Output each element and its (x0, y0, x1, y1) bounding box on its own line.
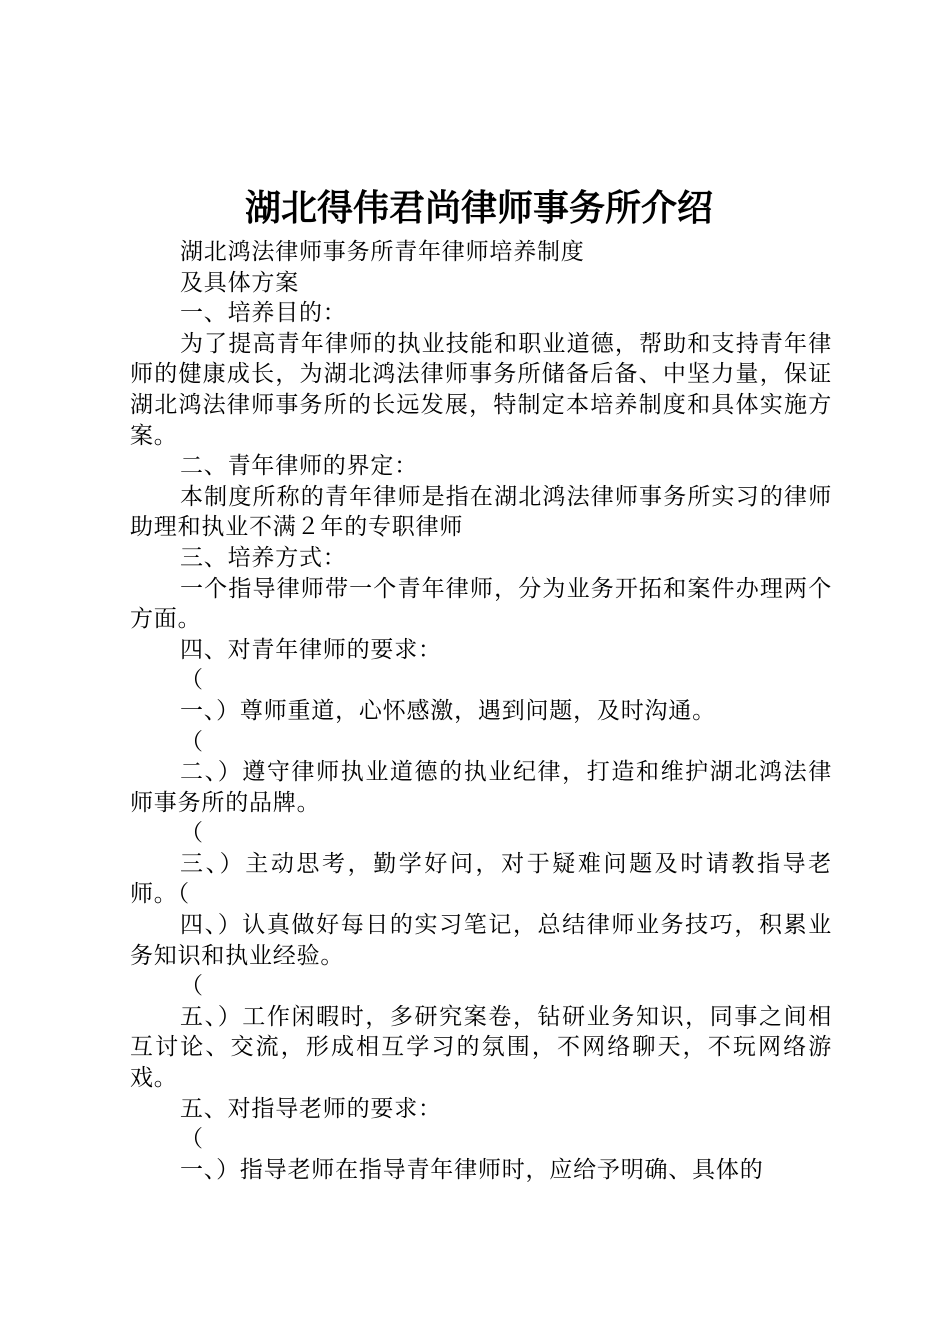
paragraph: 湖北鸿法律师事务所青年律师培养制度 (180, 239, 585, 265)
paragraph: 及具体方案 (180, 269, 299, 296)
paragraph: （ (180, 973, 204, 1000)
paragraph: 一、）尊师重道，心怀感激，遇到问题，及时沟通。 (180, 697, 716, 724)
paragraph: 五、）工作闲暇时，多研究案卷，钻研业务知识，同事之间相互讨论、交流，形成相互学习的氛围，不网络聊天，不玩网络游戏。 (130, 1003, 832, 1092)
paragraph: 四、）认真做好每日的实习笔记，总结律师业务技巧，积累业务知识和执业经验。 (130, 912, 832, 969)
paragraph: 三、）主动思考，勤学好问，对于疑难问题及时请教指导老师。（ (130, 850, 832, 908)
paragraph: （ (180, 1126, 204, 1153)
paragraph: 本制度所称的青年律师是指在湖北鸿法律师事务所实习的律师助理和执业不满２年的专职律师 (130, 483, 832, 541)
section-heading: 三、培养方式： (180, 544, 347, 571)
paragraph: （ (180, 728, 204, 755)
paragraph: （ (180, 820, 204, 847)
section-heading: 一、培养目的： (180, 300, 347, 327)
section-heading: 五、对指导老师的要求： (180, 1095, 442, 1122)
paragraph: 为了提高青年律师的执业技能和职业道德，帮助和支持青年律师的健康成长，为湖北鸿法律师事务所储备后备、中坚力量，保证湖北鸿法律师事务所的长远发展，特制定本培养制度和具体实施方案。 (130, 330, 832, 449)
section-heading: 四、对青年律师的要求： (180, 636, 442, 663)
paragraph: 二、）遵守律师执业道德的执业纪律，打造和维护湖北鸿法律师事务所的品牌。 (130, 759, 832, 816)
paragraph: 一、）指导老师在指导青年律师时，应给予明确、具体的 (180, 1156, 764, 1183)
section-heading: 二、青年律师的界定： (180, 453, 418, 480)
paragraph: （ (180, 667, 204, 694)
document-body (130, 237, 832, 1185)
document-title: 湖北得伟君尚律师事务所介绍 (244, 188, 713, 229)
paragraph: 一个指导律师带一个青年律师，分为业务开拓和案件办理两个方面。 (130, 575, 832, 633)
